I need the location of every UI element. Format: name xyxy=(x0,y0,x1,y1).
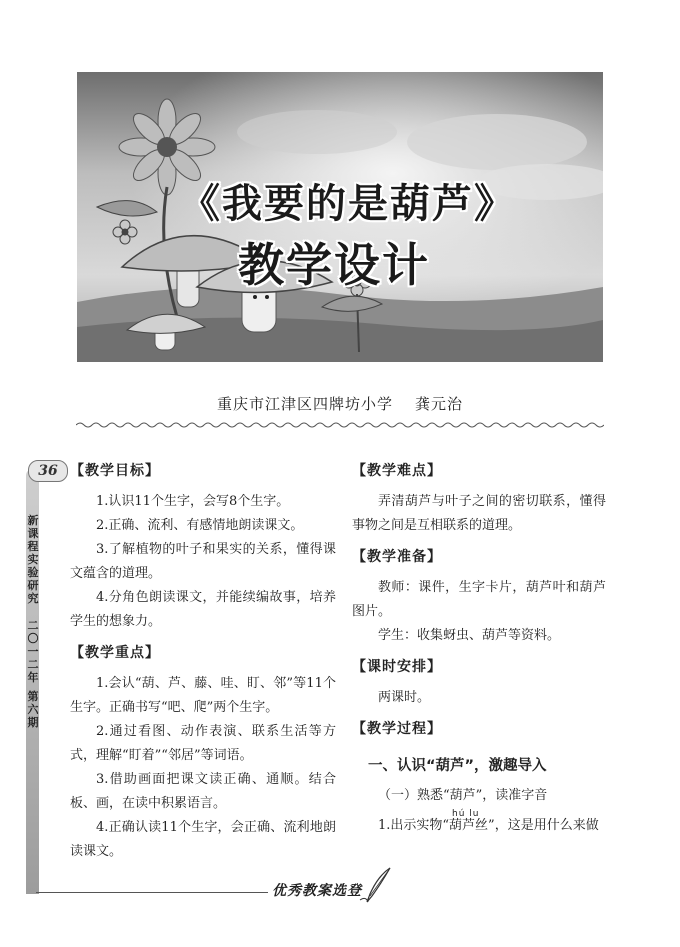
prep-teacher: 教师：课件，生字卡片，葫芦叶和葫芦图片。 xyxy=(352,580,606,619)
author-school: 重庆市江津区四牌坊小学 xyxy=(216,395,393,413)
right-column xyxy=(352,458,606,838)
goal-item: 3.了解植物的叶子和果实的关系，懂得课文蕴含的道理。 xyxy=(70,542,336,581)
difficulty-heading: 【教学难点】 xyxy=(352,463,442,479)
difficulty-text: 弄清葫芦与叶子之间的密切联系，懂得事物之间是互相联系的道理。 xyxy=(352,494,606,533)
page-number: 36 xyxy=(28,460,68,482)
banner-title-line1: 《我要的是葫芦》 xyxy=(180,181,516,227)
key-point-item: 2.通过看图、动作表演、联系生活等方式，理解“盯着”“邻居”等词语。 xyxy=(70,724,336,763)
time-text: 两课时。 xyxy=(378,690,431,705)
process-step-item: 1.出示实物“葫芦丝”，这是用什么来做 xyxy=(378,818,599,833)
key-points-heading: 【教学重点】 xyxy=(70,645,160,661)
footer-column-name: 优秀教案选登 xyxy=(272,883,362,899)
author-line xyxy=(0,393,680,414)
title-banner xyxy=(77,72,603,362)
footer-rule xyxy=(36,892,268,893)
prep-student: 学生：收集蚜虫、葫芦等资料。 xyxy=(378,628,561,643)
author-name: 龚元治 xyxy=(415,395,464,413)
key-point-item: 3.借助画面把课文读正确、通顺。结合板、画，在读中积累语言。 xyxy=(70,772,336,811)
left-column xyxy=(70,458,336,864)
process-heading: 【教学过程】 xyxy=(352,721,442,737)
goals-heading: 【教学目标】 xyxy=(70,463,160,479)
goal-item: 1.认识11个生字，会写8个生字。 xyxy=(96,494,290,509)
journal-vertical-text: 新 课 程 实 验 研 究 二 〇 一 二 年 第 六 期 xyxy=(27,514,39,729)
goal-item: 2.正确、流利、有感情地朗读课文。 xyxy=(96,518,304,533)
goal-item: 4.分角色朗读课文，并能续编故事，培养学生的想象力。 xyxy=(70,590,336,629)
process-section-title: 一、认识“葫芦”，激趣导入 xyxy=(368,758,547,774)
wavy-divider xyxy=(76,420,604,430)
pinyin-annotation: hú lu xyxy=(452,809,480,819)
key-point-item: 4.正确认读11个生字，会正确、流利地朗读课文。 xyxy=(70,820,336,859)
key-point-item: 1.会认“葫、芦、藤、哇、盯、邻”等11个生字。正确书写“吧、爬”两个生字。 xyxy=(70,676,336,715)
quill-pen-icon xyxy=(358,866,394,906)
time-heading: 【课时安排】 xyxy=(352,659,442,675)
banner-title-line2: 教学设计 xyxy=(238,238,430,292)
prep-heading: 【教学准备】 xyxy=(352,549,442,565)
process-step: （一）熟悉“葫芦”，读准字音 xyxy=(378,788,548,803)
